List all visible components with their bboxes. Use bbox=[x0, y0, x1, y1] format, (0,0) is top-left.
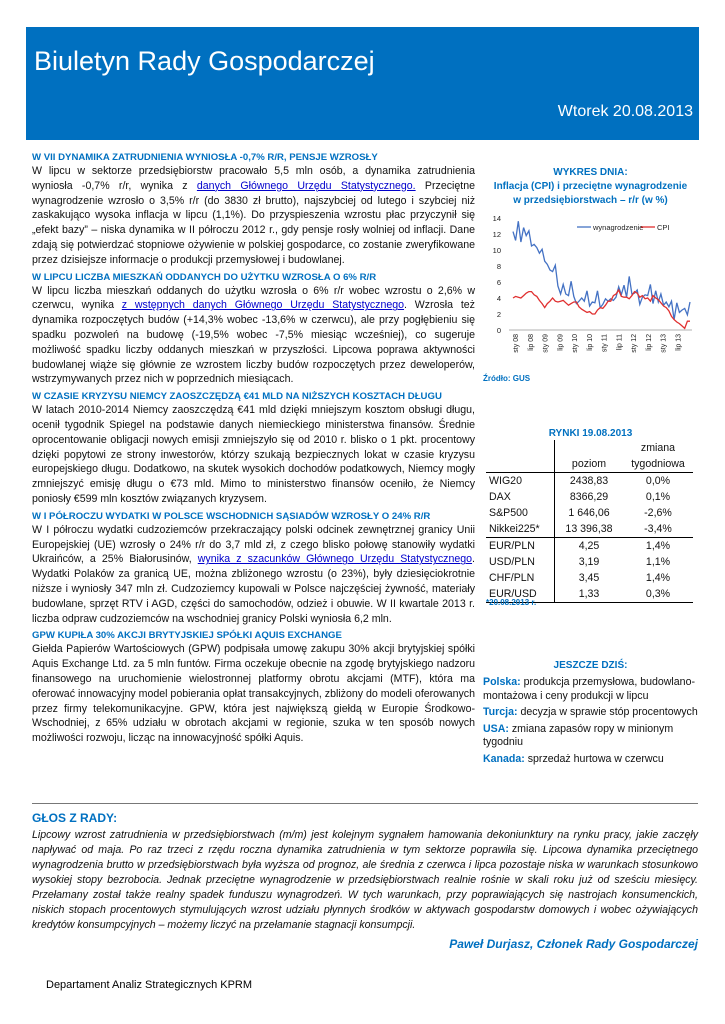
table-row bbox=[486, 505, 693, 521]
divider bbox=[32, 803, 698, 804]
chart-panel bbox=[483, 152, 698, 383]
list-item bbox=[483, 723, 698, 750]
gus-link-employment[interactable]: danych Głównego Urzędu Statystycznego. bbox=[196, 179, 416, 192]
country-label: Kanada: bbox=[483, 752, 525, 765]
market-change: 1,4% bbox=[645, 540, 671, 552]
legend-label: CPI bbox=[657, 223, 670, 232]
section-body-gpw: Giełda Papierów Wartościowych (GPW) podpisała umowę zakupu 30% akcji brytyjskiej spółki Aquis Exchange Ltd. za 5 mln funtów. Firma oczekuje obecnie na zgodę brytyjskiego nadzoru finansowego na uruchomienie wielostronnej platformy obrotu akcjami (MTF), która ma oferować innowacyjny model pobierania opłat transakcyjnych, zbliżony do modeli oferowanych przez firmy telekomunikacyjne. GPW, która jest największą giełdą w Europie Środkowo-Wschodniej, z 65% udziału w obrotach akcjami w regionie, szuka w ten sposób nowych możliwości rozwoju, licząc na innowacyjność spółki Aquis. bbox=[32, 643, 475, 745]
section-body-neighbours bbox=[32, 523, 475, 627]
list-item bbox=[483, 753, 698, 767]
section-body-employment bbox=[32, 164, 475, 268]
body-text: W lipcu w sektorze przedsiębiorstw pracowało 5,5 mln osób, a dynamika zatrudnienia wyniosła -0,7% r/r, wynika z bbox=[32, 165, 475, 192]
market-change: 0,1% bbox=[645, 491, 671, 503]
voice-signature: Paweł Durjasz, Członek Rady Gospodarczej bbox=[449, 937, 698, 951]
chart-heading bbox=[483, 166, 698, 208]
x-tick-label: lip 11 bbox=[616, 334, 624, 351]
list-item bbox=[483, 676, 698, 703]
table-row bbox=[486, 570, 693, 586]
market-name: S&P500 bbox=[489, 507, 528, 519]
chart-source: Źródło: GUS bbox=[483, 374, 531, 383]
markets-note: *20.08.2013 r. bbox=[486, 598, 537, 607]
body-text: W I półroczu wydatki cudzoziemców przekraczający polski odcinek zewnętrznej granicy Unii Europejskiej (UE) wzrosły o 24% r/r do 3,7 mld zł, z czego blisko połowę stanowiły wydatki Ukraińców, a 25% Białorusinów, bbox=[32, 523, 475, 566]
x-tick-label: lip 12 bbox=[645, 334, 653, 351]
y-tick-label: 4 bbox=[496, 294, 501, 303]
event-text: decyzja w sprawie stóp procentowych bbox=[517, 706, 698, 719]
section-heading-housing: W LIPCU LICZBA MIESZKAŃ ODDANYCH DO UŻYTKU WZROSŁA O 6% R/R bbox=[32, 271, 377, 283]
market-name: Nikkei225* bbox=[486, 521, 555, 538]
table-row bbox=[486, 473, 693, 490]
market-change: 0,0% bbox=[623, 473, 693, 490]
country-label: USA: bbox=[483, 722, 509, 735]
event-text: sprzedaż hurtowa w czerwcu bbox=[524, 752, 664, 765]
x-tick-label: lip 08 bbox=[527, 334, 535, 351]
market-level: 1,33 bbox=[555, 586, 624, 603]
market-level: 3,45 bbox=[555, 570, 624, 586]
col-change-1: zmiana bbox=[640, 442, 676, 454]
market-name: CHF/PLN bbox=[489, 572, 535, 584]
market-level: 2438,83 bbox=[555, 473, 624, 490]
today-title: JESZCZE DZIŚ: bbox=[553, 660, 628, 671]
list-item bbox=[483, 706, 698, 720]
event-text: zmiana zapasów ropy w minionym tygodniu bbox=[483, 722, 674, 749]
gus-link-neighbours[interactable]: wynika z szacunków Głównego Urzędu Statystycznego bbox=[197, 553, 473, 566]
x-tick-label: sty 08 bbox=[513, 334, 521, 353]
markets-table bbox=[486, 440, 693, 603]
y-tick-label: 12 bbox=[492, 230, 501, 239]
series-line-cpi bbox=[513, 290, 690, 328]
x-tick-label: sty 11 bbox=[601, 334, 609, 353]
event-text: produkcja przemysłowa, budowlano-montażowa i ceny produkcji w lipcu bbox=[483, 676, 695, 702]
section-heading-employment: W VII DYNAMIKA ZATRUDNIENIA WYNIOSŁA -0,7% R/R, PENSJE WZROSŁY bbox=[32, 152, 378, 163]
x-tick-label: sty 12 bbox=[631, 334, 639, 353]
market-name: USD/PLN bbox=[489, 556, 535, 568]
table-row bbox=[486, 554, 693, 570]
y-tick-label: 2 bbox=[496, 310, 501, 319]
market-name: WIG20 bbox=[486, 473, 555, 490]
x-tick-label: lip 09 bbox=[557, 334, 565, 351]
today-list bbox=[483, 676, 698, 770]
voice-text: Lipcowy wzrost zatrudnienia w przedsiębiorstwach (m/m) jest kolejnym sygnałem hamowania dekoniunktury na rynku pracy, jakie zaczęły napływać od maja. Po raz trzeci z rzędu roczna dynamika zatrudnienia w tym sektorze poprawiła się. Lipcowa dynamika przeciętnego wynagrodzenia brutto w przedsiębiorstwach była wyższa od prognoz, ale średnia z czerwca i lipca pozostaje niska w warunkach stosunkowo wysokiej stopy bezrobocia. Jednak przeciętne wynagrodzenie w przedsiębiorstwach realnie rośnie w skali roku już od sześciu miesięcy. Przełamany został także realny spadek funduszu wynagrodzeń. W tych warunkach, przy poprawiających się nastrojach konsumenckich, niskich stopach procentowych stymulujących wzrost udziału płynnych środków w aktywach gospodarstw domowych i wobec ożywiających kredytów konsumpcyjnych – możemy liczyć na przełamanie stagnacji konsumpcji. bbox=[32, 829, 698, 931]
section-heading-neighbours: W I PÓŁROCZU WYDATKI W POLSCE WSCHODNICH SĄSIADÓW WZROSŁY O 24% R/R bbox=[32, 510, 431, 522]
col-level: poziom bbox=[555, 456, 624, 473]
table-row bbox=[486, 489, 693, 505]
section-heading-germany: W CZASIE KRYZYSU NIEMCY ZAOSZCZĘDZĄ €41 MLD NA NIŻSZYCH KOSZTACH DŁUGU bbox=[32, 391, 442, 403]
chart-heading-subtitle: w przedsiębiorstwach – r/r (w %) bbox=[513, 195, 668, 206]
section-heading-gpw: GPW KUPIŁA 30% AKCJI BRYTYJSKIEJ SPÓŁKI AQUIS EXCHANGE bbox=[32, 630, 342, 642]
market-name: EUR/PLN bbox=[489, 540, 535, 552]
market-name: DAX bbox=[489, 491, 511, 503]
y-tick-label: 8 bbox=[496, 262, 501, 271]
chart-heading-label: WYKRES DNIA: bbox=[553, 167, 628, 178]
x-tick-label: sty 09 bbox=[542, 334, 550, 353]
section-body-germany: W latach 2010-2014 Niemcy zaoszczędzą €41 mld dzięki mniejszym kosztom obsługi długu, ocenił tygodnik Spiegel na podstawie danych niemieckiego ministerstwa finansów. Średnie oprocentowanie obligacji nowych emisji zmniejszyło się od 2010 r. blisko o 1 pkt. procentowy dzięki popytowi ze strony inwestorów, którzy szukają bezpiecznych lokat w czasie kryzysu europejskiego długu. Dodatkowo, na skutek wysokich dochodów podatkowych, Niemcy mogły zmniejszyć emisję długu o €73 mld. Mimo to ministerstwo finansów oceniło, że Niemcy poniosły €599 mln kosztów związanych kryzysem. bbox=[32, 404, 475, 505]
bulletin-title: Biuletyn Rady Gospodarczej bbox=[34, 46, 375, 76]
legend-label: wynagrodzenie bbox=[593, 223, 644, 232]
market-level: 3,19 bbox=[555, 554, 624, 570]
x-tick-label: lip 10 bbox=[586, 334, 594, 351]
y-tick-label: 10 bbox=[492, 246, 501, 255]
voice-title: GŁOS Z RADY: bbox=[32, 811, 118, 825]
market-change: -2,6% bbox=[644, 507, 672, 519]
chart-heading-title: Inflacja (CPI) i przeciętne wynagrodzenie bbox=[493, 181, 688, 192]
body-text: W lipcu liczba mieszkań oddanych do użytku wzrosła o 6% r/r wobec wzrostu o 2,6% w czerwcu, wynika bbox=[32, 284, 475, 312]
gus-link-housing[interactable]: z wstępnych danych Głównego Urzędu Statystycznego bbox=[121, 299, 405, 312]
bulletin-date: Wtorek 20.08.2013 bbox=[557, 103, 693, 120]
body-text: . Wydatki Polaków za granicą UE, można zbliżonego wzrostu (o 23%), były dziesięciokrotnie niższe i wyniosły 347 mln zł. Cudzoziemcy kupowali w Polsce najczęściej żywność, materiały budowlane, sprzęt RTV i AGD, części do samochodów, odzież i obuwie. W II kwartale 2013 r. liczba odpraw cudzoziemców na wschodniej granicy Polski wyniosła 6,2 mln. bbox=[32, 553, 475, 625]
table-row bbox=[486, 538, 693, 555]
col-change-2: tygodniowa bbox=[631, 458, 685, 470]
market-change: 0,3% bbox=[623, 586, 693, 603]
header-banner bbox=[26, 27, 699, 140]
news-column bbox=[32, 152, 475, 746]
market-change: -3,4% bbox=[623, 521, 693, 538]
y-tick-label: 14 bbox=[492, 214, 501, 223]
country-label: Turcja: bbox=[483, 706, 518, 719]
y-tick-label: 6 bbox=[496, 278, 501, 287]
body-text: Przeciętne wynagrodzenie wzrosło o 3,5% r/r (do 3830 zł brutto), najszybciej od lutego i szybciej niż zaskakująco wysoka inflacja w lipcu (1,1%). Do przyspieszenia wzrostu płac przyczynił się „efekt bazy” – niska dynamika w II półroczu 2012 r., gdy pensje rosły wolniej od inflacji. Dane zdają się potwierdzać stopniowe ożywienie w polskiej gospodarce, co zostanie zweryfikowane przez dzisiejsze informacje o produkcji przemysłowej i budowlanej. bbox=[32, 179, 475, 266]
x-tick-label: lip 13 bbox=[675, 334, 683, 351]
cpi-wage-chart bbox=[483, 210, 698, 370]
y-tick-label: 0 bbox=[496, 326, 501, 335]
market-level: 8366,29 bbox=[555, 489, 624, 505]
market-level: 4,25 bbox=[555, 538, 624, 555]
table-row bbox=[486, 521, 693, 538]
market-change: 1,4% bbox=[645, 572, 671, 584]
market-level: 1 646,06 bbox=[555, 505, 624, 521]
x-tick-label: sty 10 bbox=[572, 334, 580, 353]
market-change: 1,1% bbox=[645, 556, 671, 568]
country-label: Polska: bbox=[483, 676, 521, 688]
market-level: 13 396,38 bbox=[555, 521, 624, 538]
footer-department: Departament Analiz Strategicznych KPRM bbox=[46, 979, 253, 991]
section-body-housing bbox=[32, 284, 475, 388]
markets-title: RYNKI 19.08.2013 bbox=[548, 428, 633, 439]
market-name: EUR/USD bbox=[486, 586, 555, 603]
x-tick-label: sty 13 bbox=[660, 334, 668, 353]
body-text: . Wzrosła też dynamika rozpoczętych budów (+14,3% wobec -13,6% w czerwcu), ale przy pogłębieniu się spadku pozwoleń na budowę (-19,5% wobec -7,5% miesiąc wcześniej), co sugeruje możliwość spadku liczby oddanych mieszkań w przyszłości. Lipcowa poprawa aktywności budowlanej wiąże się głównie ze wzrostem liczby budów rozpoczętych przez deweloperów, wstrzymywanych przez nich w poprzednich miesiącach. bbox=[32, 299, 475, 386]
